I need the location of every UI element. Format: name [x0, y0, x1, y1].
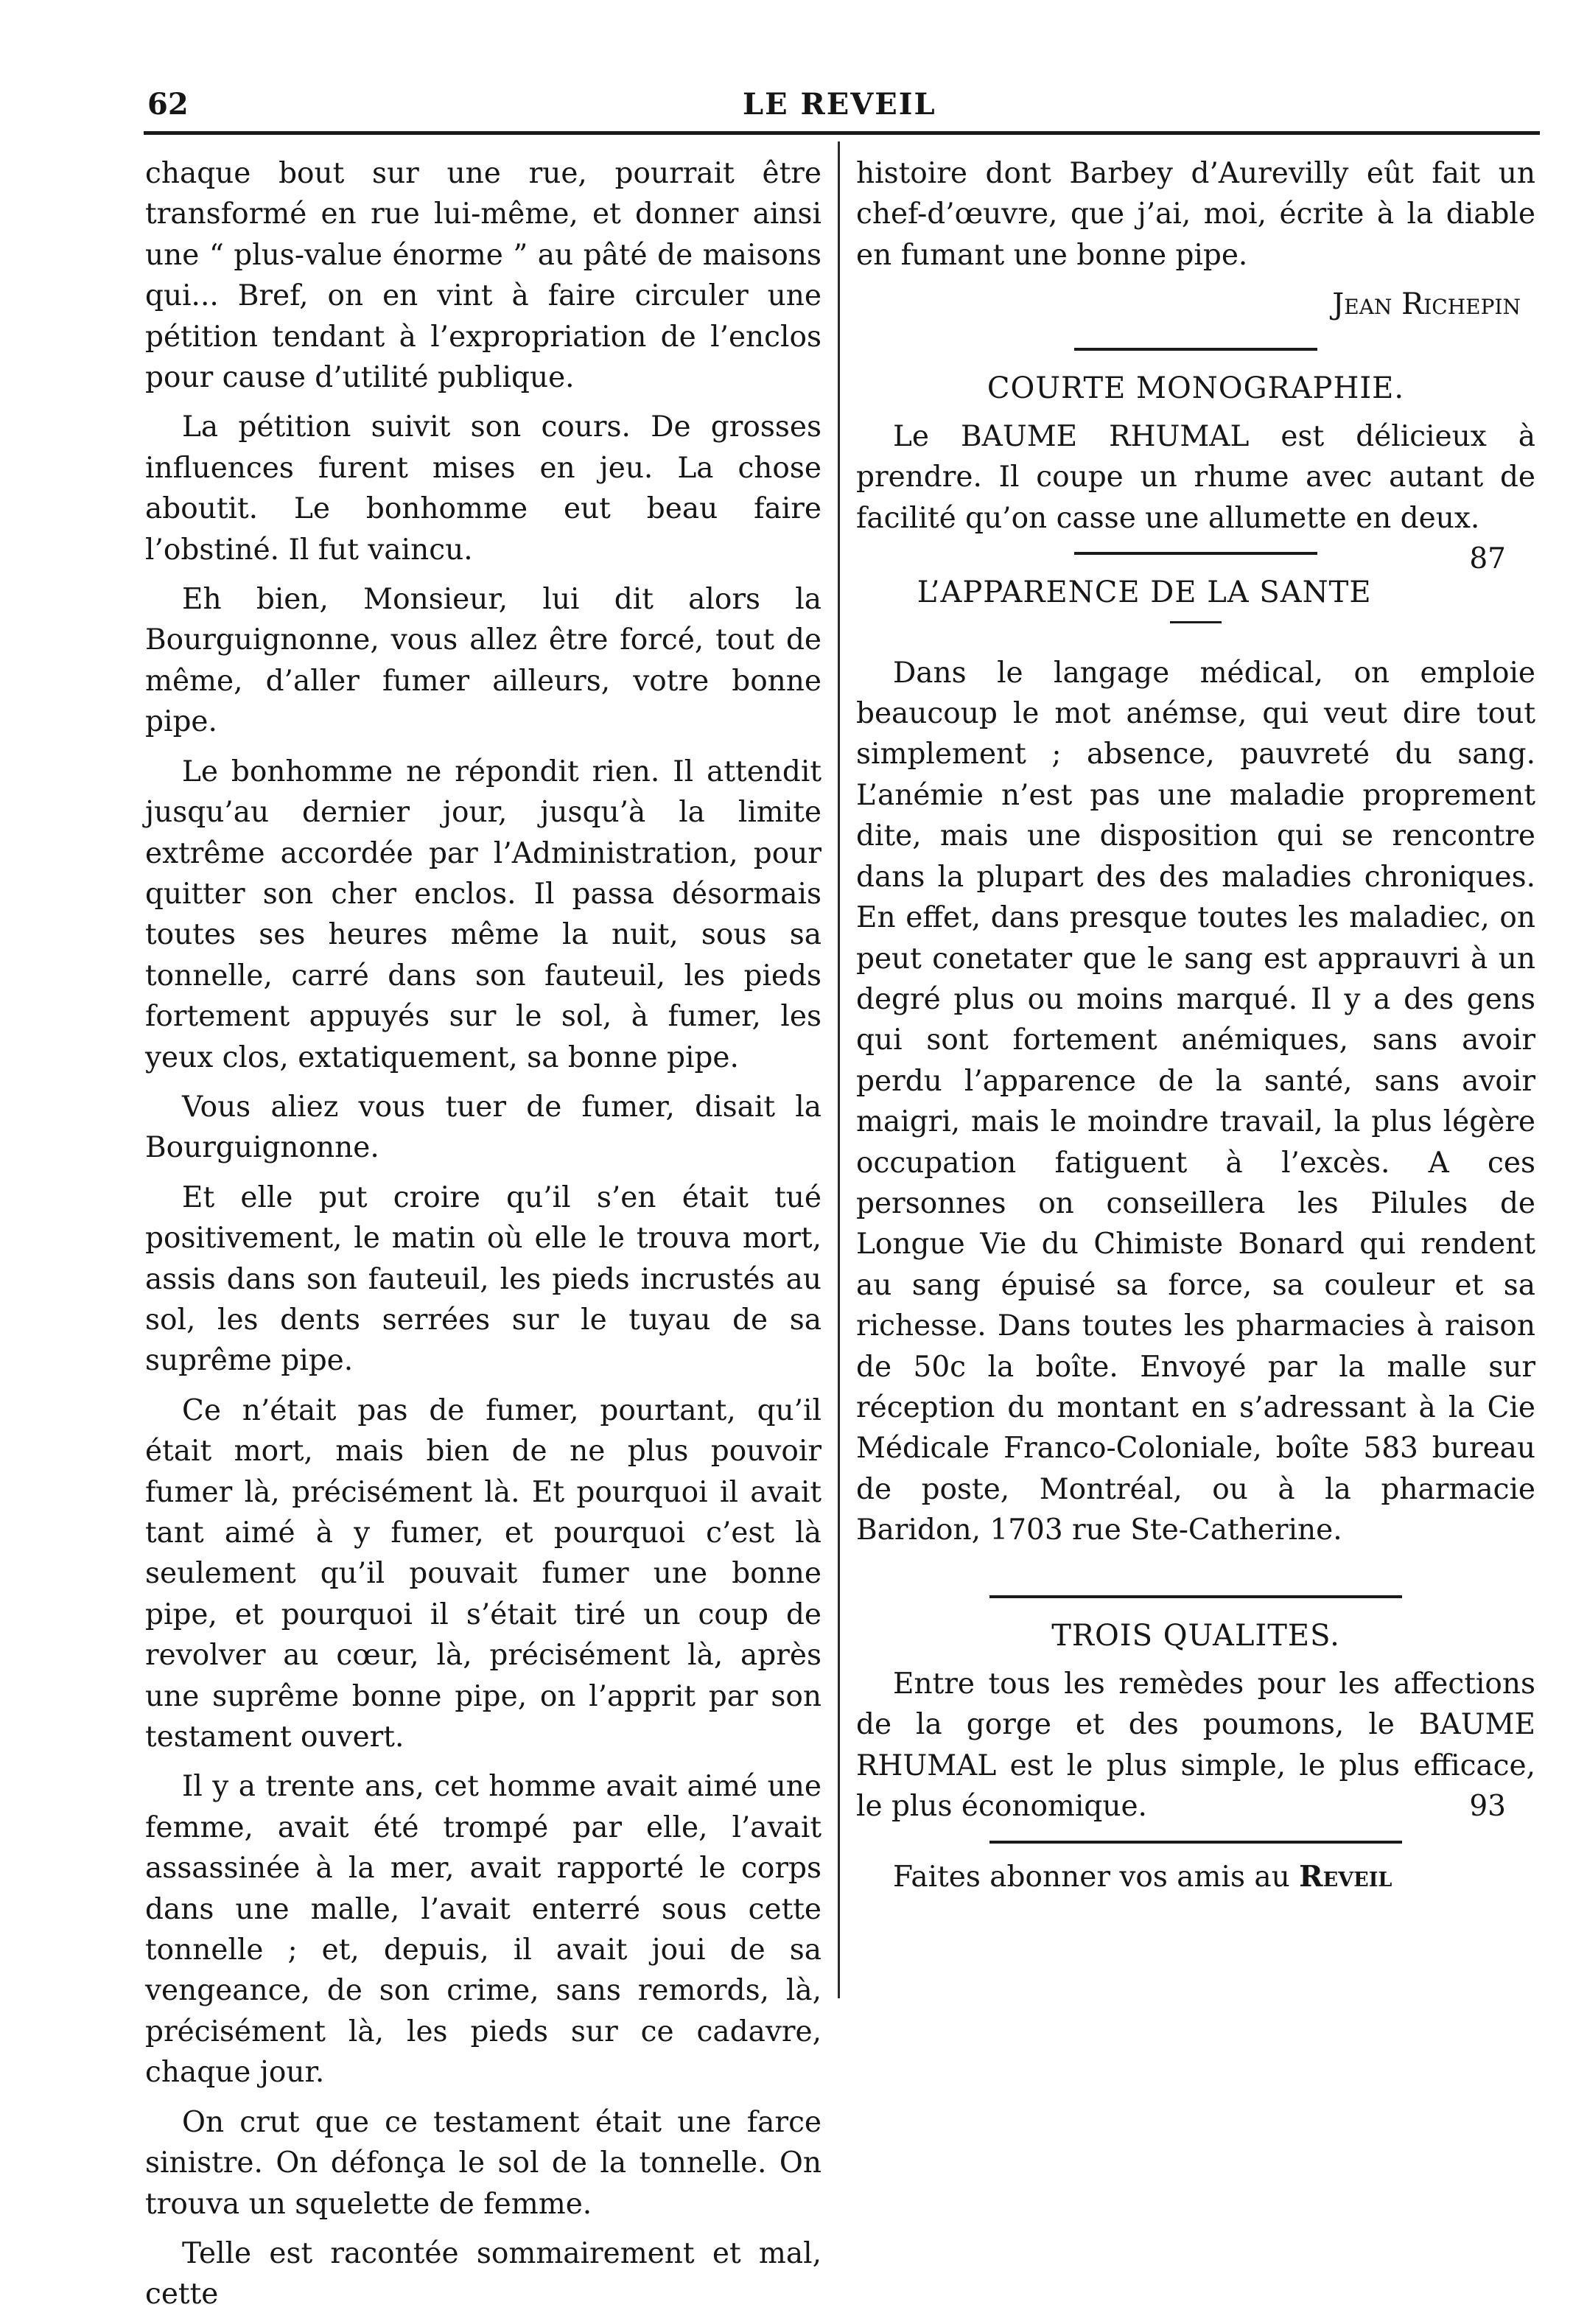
- ad-reference-number: 87: [1469, 542, 1506, 576]
- page-header: [0, 0, 1573, 147]
- right-column: [856, 153, 1535, 1906]
- ad-title-trois-qualites: TROIS QUALITES.: [1051, 1618, 1340, 1653]
- promo-newspaper-name: Reveil: [1299, 1859, 1392, 1894]
- paragraph: Et elle put croire qu’il s’en était tué positivement, le matin où elle le trouva mort, assis dans son fauteuil, les pieds incrustés au sol, les dents serrées sur le tuyau de sa suprême pipe.: [145, 1180, 821, 1378]
- story-continuation: histoire dont Barbey d’Aurevilly eût fait un chef-d’œuvre, que j’ai, moi, écrite à la diable en fumant une bonne pipe.: [856, 157, 1535, 272]
- paragraph: Le bonhomme ne répondit rien. Il attendit jusqu’au dernier jour, jusqu’à la limite extrême accordée par l’Administration, pour quitter son cher enclos. Il passa désormais toutes ses heures même la nuit, sous sa tonnelle, carré dans son fauteuil, les pieds fortement appuyés sur le sol, à fumer, les yeux clos, extatiquement, sa bonne pipe.: [145, 755, 821, 1074]
- paragraph: Il y a trente ans, cet homme avait aimé une femme, avait été trompé par elle, l’avait assassinée à la mer, avait rapporté le corps dans une malle, l’avait enterré sous cette tonnelle ; et, depuis, il avait joui de sa vengeance, de son crime, sans remords, là, précisément là, les pieds sur ce cadavre, chaque jour.: [145, 1770, 821, 2090]
- ad-text-trois-qualites: [856, 1664, 1535, 1827]
- article-title-sante: L’APPARENCE DE LA SANTE: [917, 575, 1372, 610]
- paragraph: Vous aliez vous tuer de fumer, disait la Bourguignonne.: [145, 1090, 821, 1165]
- promo-text: Faites abonner vos amis au: [893, 1860, 1290, 1894]
- page-number: 62: [147, 87, 189, 122]
- ad-title-courte-monographie: COURTE MONOGRAPHIE.: [987, 371, 1405, 405]
- article-body: Dans le langage médical, on emploie beaucoup le mot anémse, qui veut dire tout simplement ; absence, pauvreté du sang. L’anémie n’est pas une maladie proprement dite, mais une disposition qui se rencontre dans la plupart des des maladies chroniques. En effet, dans presque toutes les maladiec, on peut conetater que le sang est apprauvri à un degré plus ou moins marqué. Il y a des gens qui sont fortement anémiques, sans avoir perdu l’apparence de la santé, sans avoir maigri, mais le moindre travail, la plus légère occupation fatiguent à l’excès. A ces personnes on conseillera les Pilules de Longue Vie du Chimiste Bonard qui rendent au sang épuisé sa force, sa couleur et sa richesse. Dans toutes les pharmacies à raison de 50c la boîte. Envoyé par la malle sur réception du montant en s’adressant à la Cie Médicale Franco-Coloniale, boîte 583 bureau de poste, Montréal, ou à la pharmacie Baridon, 1703 rue Ste-Catherine.: [856, 656, 1535, 1547]
- ad-body: Le BAUME RHUMAL est délicieux à prendre. Il coupe un rhume avec autant de facilité qu’on casse une allumette en deux.: [856, 420, 1535, 535]
- header-rule: [144, 131, 1540, 135]
- author-signature: Jean Richepin: [1332, 287, 1521, 322]
- ad-text-baume-rhumal: [856, 416, 1535, 576]
- ad-reference-number: 93: [1469, 1790, 1506, 1824]
- masthead: LE REVEIL: [743, 87, 936, 122]
- paragraph: Ce n’était pas de fumer, pourtant, qu’il était mort, mais bien de ne plus pouvoir fumer là, précisément là. Et pourquoi il avait tant aimé à y fumer, et pourquoi c’est là seulement qu’il pouvait fumer une bonne pipe, et pourquoi il s’était tiré un coup de revolver au cœur, là, précisément là, après une suprême bonne pipe, on l’apprit par son testament ouvert.: [145, 1393, 821, 1754]
- paragraph: On crut que ce testament était une farce sinistre. On défonça le sol de la tonnelle. On trouva un squelette de femme.: [145, 2105, 821, 2221]
- section-rule: [1074, 348, 1317, 351]
- paragraph: chaque bout sur une rue, pourrait être transformé en rue lui-même, et donner ainsi une “ plus-value énorme ” au pâté de maisons qui... Bref, on en vint à faire circuler une pétition tendant à l’expropriation de l’enclos pour cause d’utilité publique.: [145, 157, 821, 395]
- paragraph: La pétition suivit son cours. De grosses influences furent mises en jeu. La chose aboutit. Le bonhomme eut beau faire l’obstiné. Il fut vaincu.: [145, 410, 821, 567]
- paragraph: Telle est racontée sommairement et mal, cette: [145, 2236, 821, 2311]
- section-rule: [989, 1841, 1402, 1844]
- section-rule: [1074, 552, 1317, 555]
- subscription-promo: [856, 1857, 1535, 1897]
- title-underline: [1170, 621, 1222, 623]
- left-column: [145, 153, 821, 2324]
- ad-body: Entre tous les remèdes pour les affections de la gorge et des poumons, le BAUME RHUMAL est le plus simple, le plus efficace, le plus économique.: [856, 1667, 1535, 1824]
- section-rule: [989, 1595, 1402, 1598]
- paragraph: Eh bien, Monsieur, lui dit alors la Bourguignonne, vous allez être forcé, tout de même, d’aller fumer ailleurs, votre bonne pipe.: [145, 583, 821, 739]
- column-divider: [838, 141, 840, 1998]
